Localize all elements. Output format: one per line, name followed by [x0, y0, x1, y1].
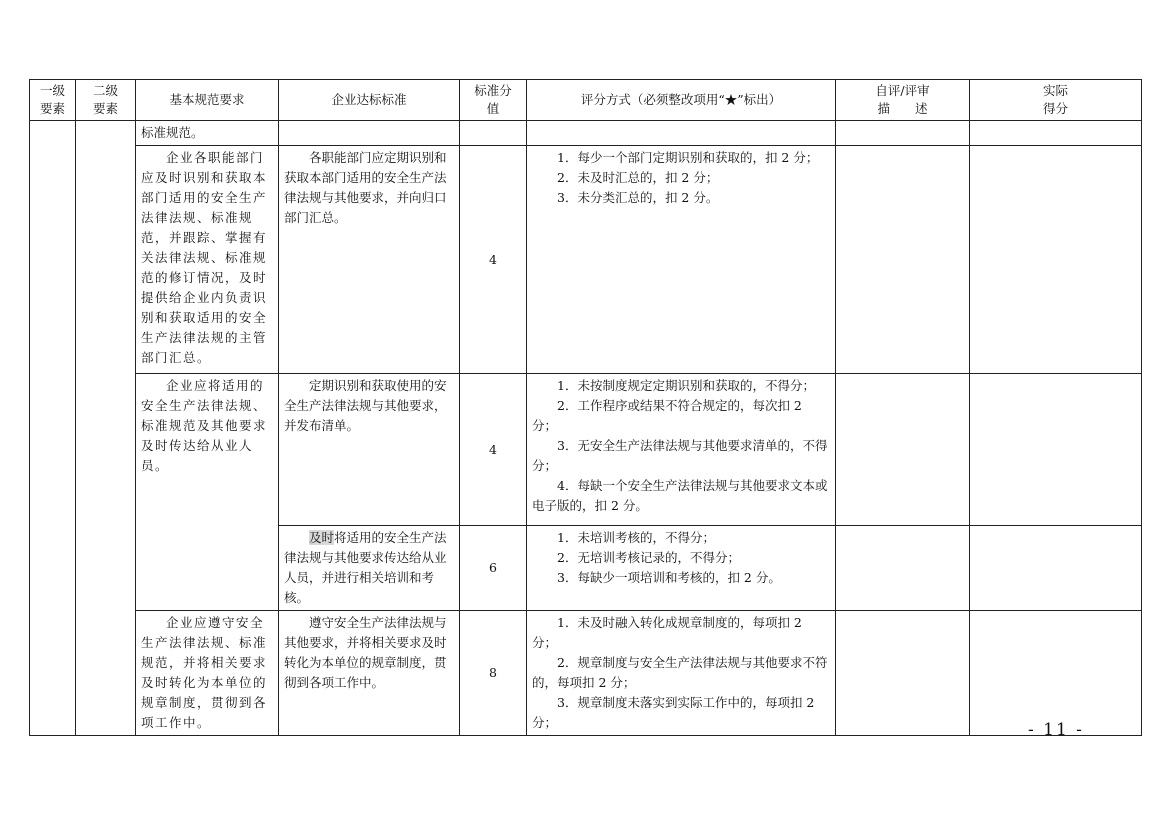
header-score: 标准分 值 — [460, 80, 527, 121]
scoring-item: 1．未培训考核的，不得分； — [557, 530, 715, 545]
table-row — [30, 121, 1142, 146]
scoring-item: 2．无培训考核记录的，不得分； — [557, 550, 740, 565]
header-level2: 二级 要素 — [76, 80, 136, 121]
standards-table — [29, 79, 1142, 736]
header-self-eval: 自评/评审 描 述 — [836, 80, 970, 121]
scoring-cell — [527, 146, 836, 374]
self-eval-cell — [836, 121, 970, 146]
scoring-item: 2．规章制度与安全生产法律法规与其他要求不符的，每项扣 2 分； — [532, 655, 828, 690]
score-cell: 4 — [460, 374, 527, 526]
requirement-cell: 企业应将适用的安全生产法律法规、标准规范及其他要求及时传达给从业人员。 — [136, 374, 279, 611]
scoring-item: 4．每缺一个安全生产法律法规与其他要求文本或电子版的，扣 2 分。 — [532, 478, 828, 513]
actual-score-cell — [970, 146, 1142, 374]
actual-score-cell — [970, 526, 1142, 611]
table-row — [30, 146, 1142, 374]
scoring-item: 1．每少一个部门定期识别和获取的，扣 2 分； — [557, 150, 819, 165]
table-row — [30, 374, 1142, 526]
scoring-cell — [527, 374, 836, 526]
scoring-cell — [527, 526, 836, 611]
header-actual-score: 实际 得分 — [970, 80, 1142, 121]
header-scoring-method: 评分方式（必须整改项用“★”标出） — [527, 80, 836, 121]
scoring-item: 3．未分类汇总的，扣 2 分。 — [557, 190, 719, 205]
actual-score-cell — [970, 611, 1142, 736]
scoring-cell — [527, 121, 836, 146]
level2-cell — [76, 121, 136, 736]
self-eval-cell — [836, 146, 970, 374]
table-row — [30, 611, 1142, 736]
self-eval-cell — [836, 526, 970, 611]
header-standard: 企业达标标准 — [279, 80, 460, 121]
standard-cell: 遵守安全生产法律法规与其他要求，并将相关要求及时转化为本单位的规章制度，贯彻到各项工作中。 — [279, 611, 460, 736]
header-row — [30, 80, 1142, 121]
header-requirement: 基本规范要求 — [136, 80, 279, 121]
scoring-item: 2．未及时汇总的，扣 2 分； — [557, 170, 719, 185]
scoring-item: 3．无安全生产法律法规与其他要求清单的，不得分； — [532, 438, 828, 473]
scoring-item: 3．每缺少一项培训和考核的，扣 2 分。 — [557, 570, 781, 585]
requirement-cell: 标准规范。 — [136, 121, 279, 146]
score-cell: 6 — [460, 526, 527, 611]
score-cell: 8 — [460, 611, 527, 736]
highlighted-text: 及时 — [309, 530, 335, 545]
level1-cell — [30, 121, 76, 736]
scoring-item: 3．规章制度未落实到实际工作中的，每项扣 2 分； — [532, 695, 815, 730]
standard-cell — [279, 121, 460, 146]
standard-cell: 定期识别和获取使用的安全生产法律法规与其他要求，并发布清单。 — [279, 374, 460, 526]
requirement-cell: 企业应遵守安全生产法律法规、标准规范，并将相关要求及时转化为本单位的规章制度，贯彻到各项工作中。 — [136, 611, 279, 736]
actual-score-cell — [970, 121, 1142, 146]
requirement-cell: 企业各职能部门应及时识别和获取本部门适用的安全生产法律法规、标准规范，并跟踪、掌握有关法律法规、标准规范的修订情况，及时提供给企业内负责识别和获取适用的安全生产法律法规的主管部门汇总。 — [136, 146, 279, 374]
actual-score-cell — [970, 374, 1142, 526]
scoring-cell — [527, 611, 836, 736]
standard-cell: 及时将适用的安全生产法律法规与其他要求传达给从业人员，并进行相关培训和考核。 — [279, 526, 460, 611]
scoring-item: 1．未及时融入转化成规章制度的，每项扣 2 分； — [532, 615, 802, 650]
header-level1: 一级 要素 — [30, 80, 76, 121]
page-number: - 11 - — [1028, 720, 1084, 740]
score-cell: 4 — [460, 146, 527, 374]
scoring-item: 2．工作程序或结果不符合规定的，每次扣 2 分； — [532, 398, 802, 433]
self-eval-cell — [836, 374, 970, 526]
self-eval-cell — [836, 611, 970, 736]
scoring-item: 1．未按制度规定定期识别和获取的，不得分； — [557, 378, 815, 393]
standard-cell: 各职能部门应定期识别和获取本部门适用的安全生产法律法规与其他要求，并向归口部门汇总。 — [279, 146, 460, 374]
score-cell — [460, 121, 527, 146]
